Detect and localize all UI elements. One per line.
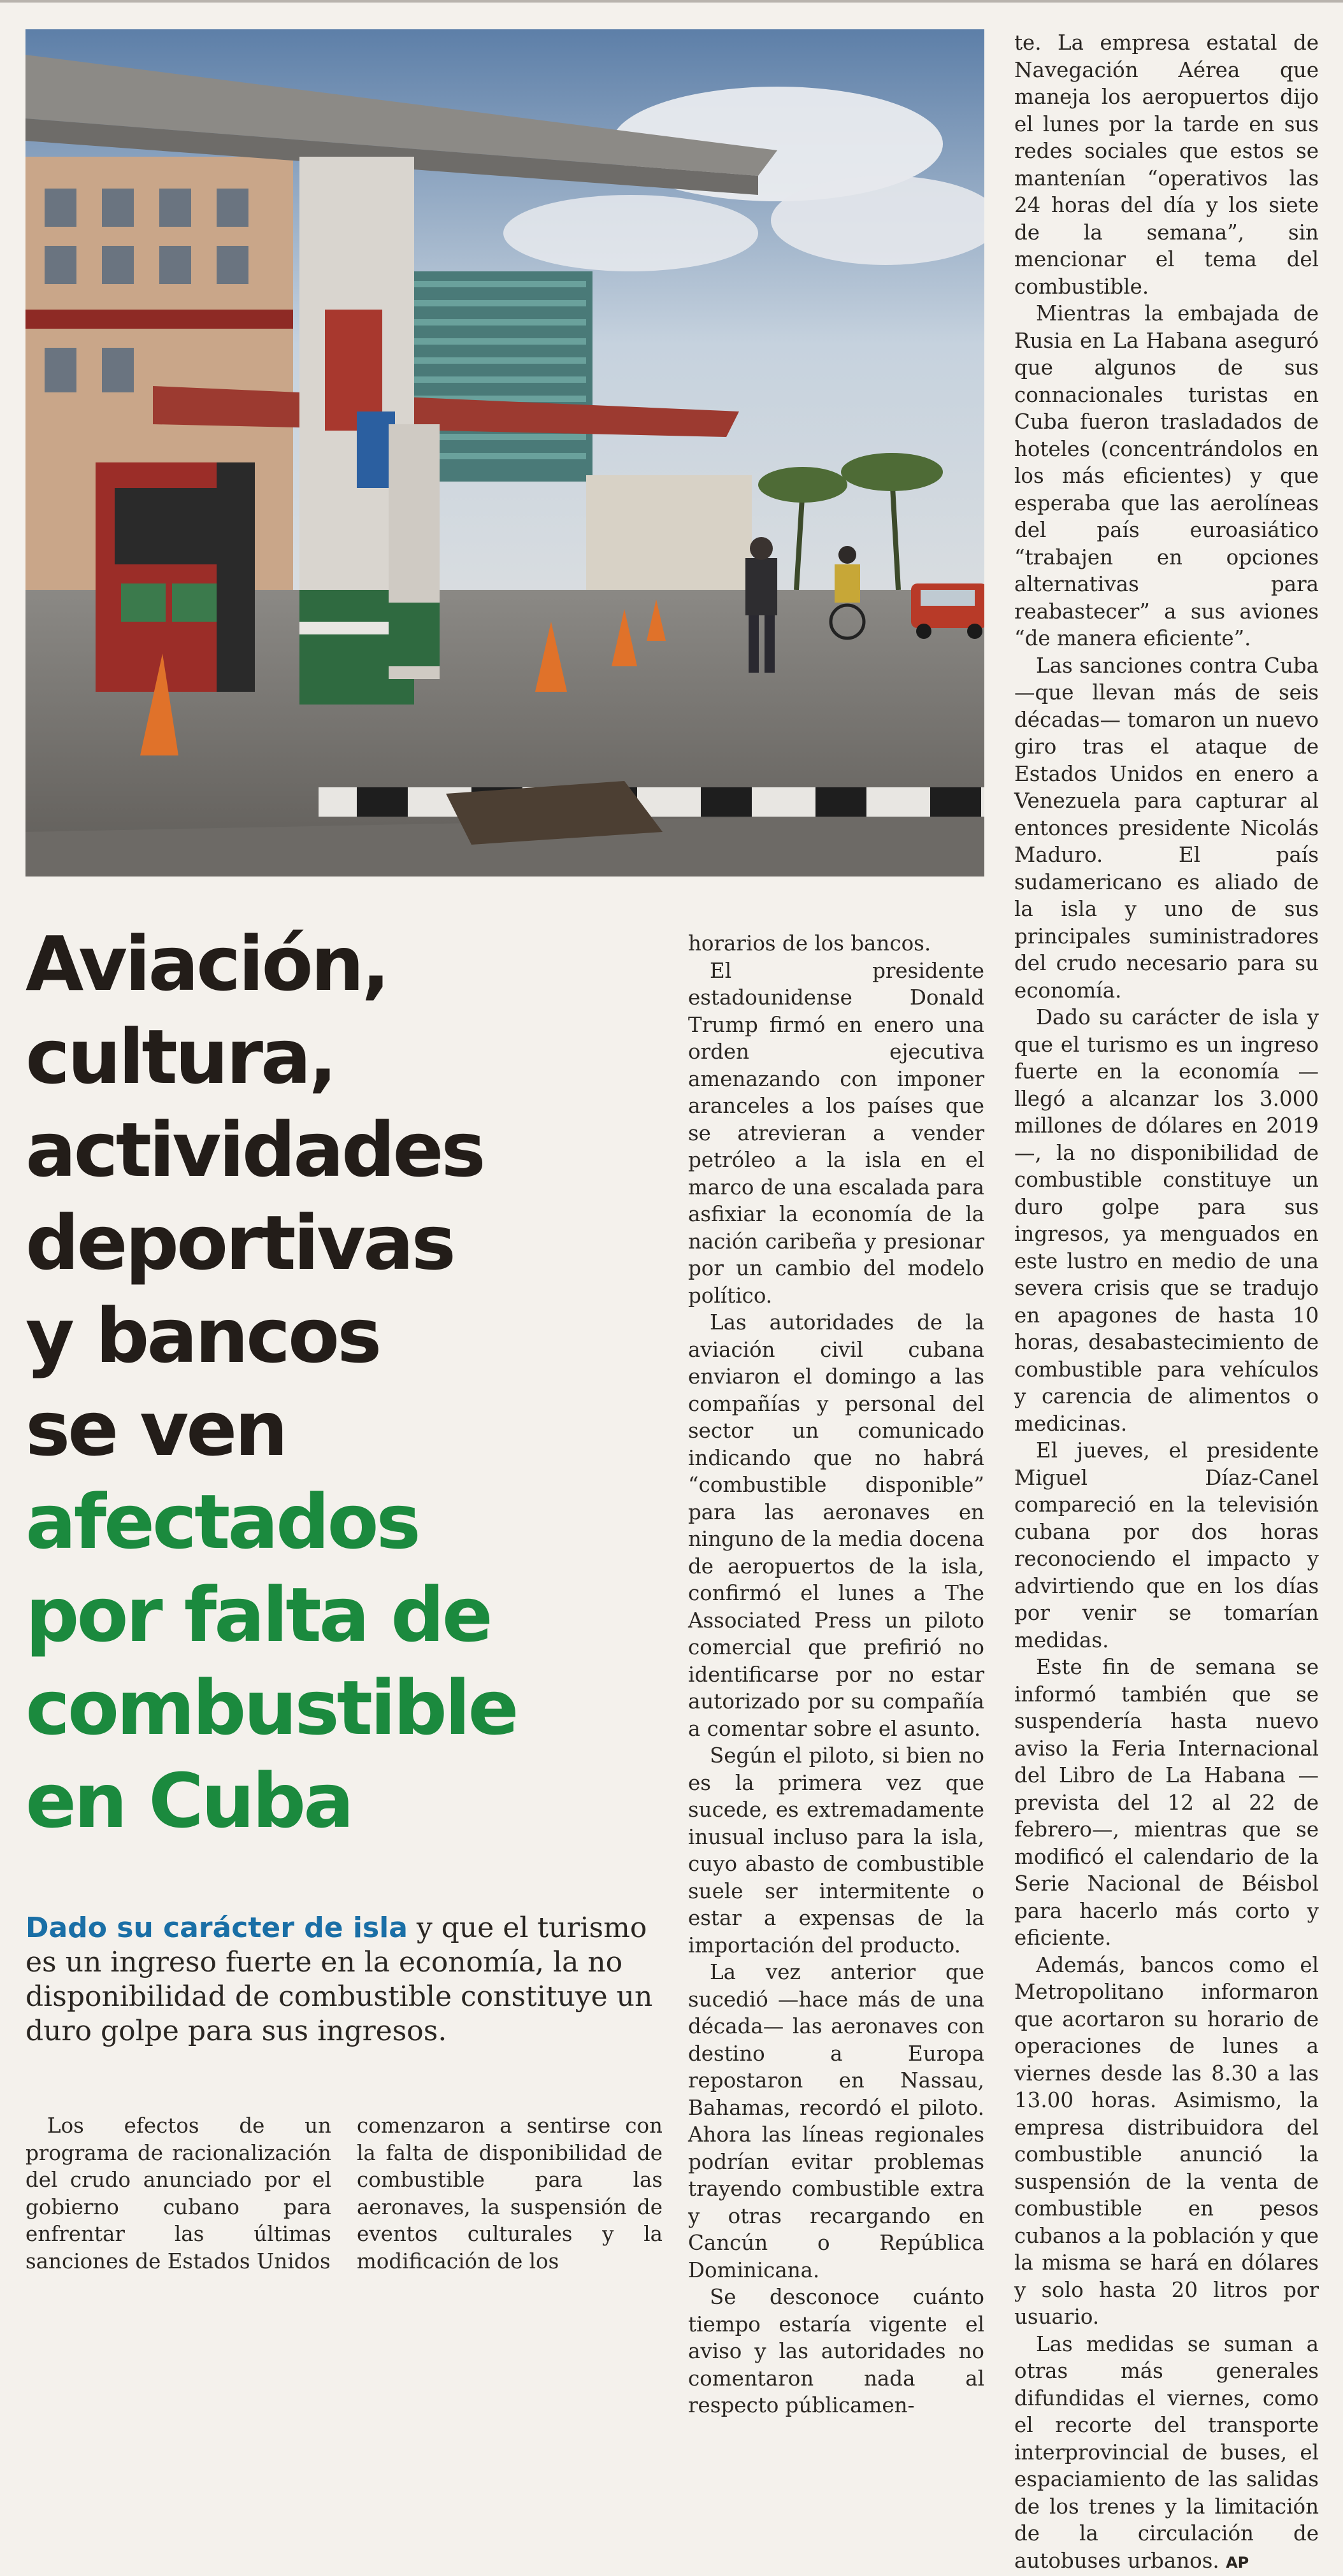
paragraph: [1014, 2331, 1319, 2576]
paragraph: te. La empresa estatal de Navegación Aérea que maneja los aeropuertos dijo el lunes por la tarde en sus redes sociales que estos se mantenían “operativos las 24 horas del día y los siete de la semana”, sin mencionar el tema del combustible.: [1014, 29, 1319, 300]
top-rule: [0, 0, 1343, 3]
paragraph: La vez anterior que sucedió —hace más de una década— las aeronaves con destino a Europa repostaron en Nassau, Bahamas, recordó el piloto. Ahora las líneas regionales podrían evitar problemas trayendo combustible extra y otras recargando en Cancún o República Dominicana.: [688, 1959, 984, 2284]
paragraph: Las autoridades de la aviación civil cubana enviaron el domingo a las compañías y personal del sector un comunicado indicando que no habrá “combustible disponible” para las aeronaves en ninguno de la media docena de aeropuertos de la isla, confirmó el lunes a The Associated Press un piloto comercial que prefirió no identificarse por no estar autorizado por su compañía a comentar sobre el asunto.: [688, 1309, 984, 1742]
standfirst-text: y que el turismo es un ingreso fuerte en la economía, la no disponibilidad de combustible constituye un duro golpe para sus ingresos.: [25, 1912, 652, 2047]
headline-line-highlight: afectados: [25, 1475, 669, 1568]
headline-line-highlight: por falta de: [25, 1568, 669, 1661]
headline-line-highlight: en Cuba: [25, 1754, 669, 1847]
paragraph: Este fin de semana se informó también que se suspendería hasta nuevo aviso la Feria Internacional del Libro de La Habana —prevista del 12 al 22 de febrero—, mientras que se modificó el calendario de la Serie Nacional de Béisbol para hacerlo más corto y eficiente.: [1014, 1654, 1319, 1952]
paragraph: El jueves, el presidente Miguel Díaz-Canel compareció en la televisión cubana por dos horas reconociendo el impacto y advirtiendo que en los días por venir se tomarían medidas.: [1014, 1437, 1319, 1654]
paragraph: Además, bancos como el Metropolitano informaron que acortaron su horario de operaciones de lunes a viernes desde las 8.30 a las 13.00 horas. Asimismo, la empresa distribuidora del combustible anunció la suspensión de la venta de combustible en pesos cubanos a la población y que la misma se hará en dólares y solo hasta 20 litros por usuario.: [1014, 1952, 1319, 2331]
body-column-3: [688, 930, 984, 2419]
paragraph: Las sanciones contra Cuba —que llevan más de seis décadas— tomaron un nuevo giro tras el ataque de Estados Unidos en enero a Venezuela para capturar al entonces presidente Nicolás Maduro. El país sudamericano es aliado de la isla y uno de sus principales suministradores del crudo necesario para su economía.: [1014, 652, 1319, 1005]
headline-line: cultura,: [25, 1010, 669, 1103]
gas-station-photo-icon: [25, 29, 984, 877]
paragraph: comenzaron a sentirse con la falta de disponibilidad de combustible para las aeronaves, la suspensión de eventos culturales y la modificación de los: [357, 2112, 663, 2275]
standfirst: [25, 1911, 669, 2049]
paragraph: Según el piloto, si bien no es la primera vez que sucede, es extremadamente inusual incluso para la isla, cuyo abasto de combustible suele ser intermitente o estar a expensas de la importación del producto.: [688, 1742, 984, 1959]
paragraph-text: Las medidas se suman a otras más generales difundidas el viernes, como el recorte del transporte interprovincial de buses, el espaciamiento de las salidas de los trenes y la limitación de la circulación de autobuses urbanos.: [1014, 2332, 1319, 2573]
paragraph: Mientras la embajada de Rusia en La Habana aseguró que algunos de sus connacionales turistas en Cuba fueron trasladados de hoteles (concentrándolos en los más eficientes) y que esperaba que las aerolíneas del país euroasiático “trabajen en opciones alternativas para reabastecer” a sus aviones “de manera eficiente”.: [1014, 300, 1319, 652]
headline-line-highlight: combustible: [25, 1661, 669, 1754]
body-column-2: [357, 2112, 663, 2275]
paragraph: Se desconoce cuánto tiempo estaría vigente el aviso y las autoridades no comentaron nada al respecto públicamen-: [688, 2284, 984, 2419]
body-column-4: [1014, 29, 1319, 2576]
agency-credit: AP: [1226, 2554, 1249, 2572]
news-photo: [25, 29, 984, 877]
standfirst-lead: Dado su carácter de isla: [25, 1912, 408, 1944]
headline-line: Aviación,: [25, 917, 669, 1010]
headline: [25, 917, 669, 1847]
paragraph: Dado su carácter de isla y que el turismo es un ingreso fuerte en la economía —llegó a alcanzar los 3.000 millones de dólares en 2019—, la no disponibilidad de combustible constituye un duro golpe para sus ingresos, ya menguados en este lustro en medio de una severa crisis que se tradujo en apagones de hasta 10 horas, desabastecimiento de combustible para vehículos y carencia de alimentos o medicinas.: [1014, 1004, 1319, 1437]
paragraph: horarios de los bancos.: [688, 930, 984, 957]
paragraph: Los efectos de un programa de racionalización del crudo anunciado por el gobierno cubano para enfrentar las últimas sanciones de Estados Unidos: [25, 2112, 331, 2275]
headline-line: y bancos: [25, 1289, 669, 1382]
headline-line: deportivas: [25, 1196, 669, 1289]
body-column-1: [25, 2112, 331, 2275]
headline-line: se ven: [25, 1382, 669, 1475]
headline-line: actividades: [25, 1103, 669, 1196]
paragraph: El presidente estadounidense Donald Trump firmó en enero una orden ejecutiva amenazando con imponer aranceles a los países que se atrevieran a vender petróleo a la isla en el marco de una escalada para asfixiar la economía de la nación caribeña y presionar por un cambio del modelo político.: [688, 957, 984, 1310]
